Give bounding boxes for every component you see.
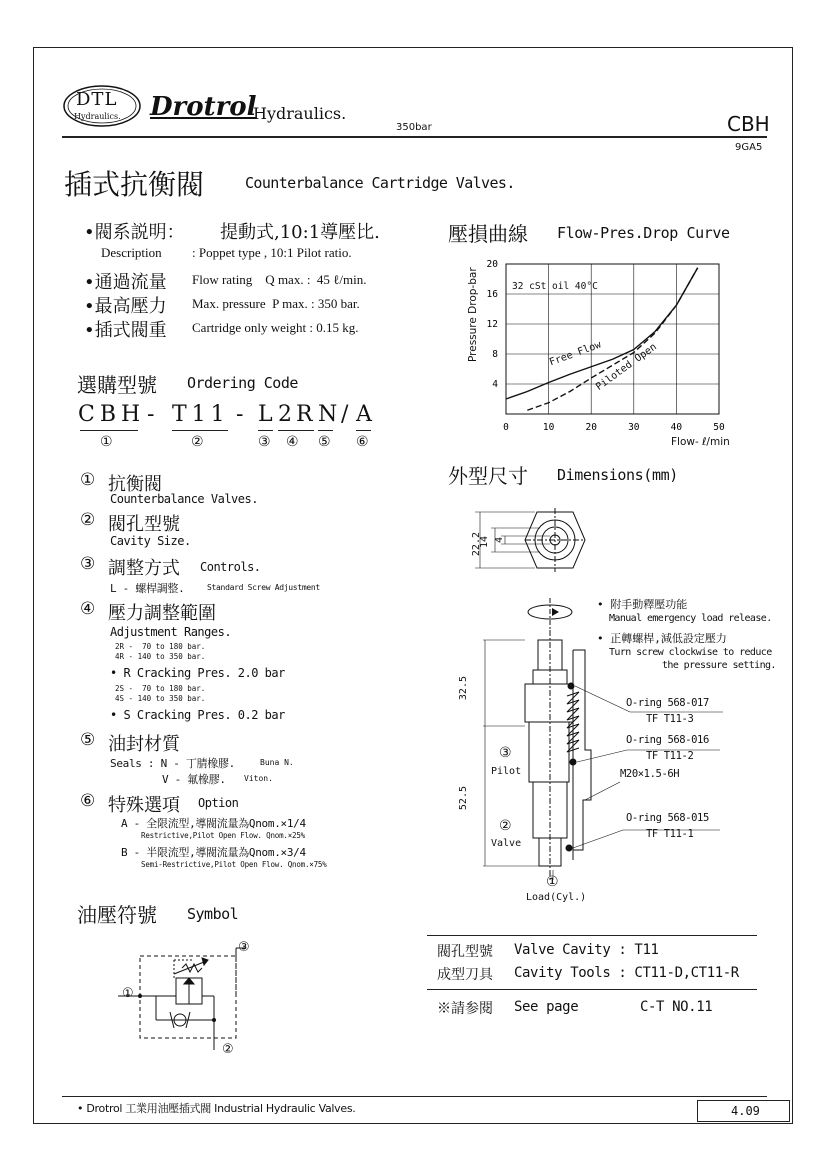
item-3-l-en: Standard Screw Adjustment xyxy=(207,583,320,592)
item-6-a: A - 全限流型,導閥流量為Qnom.×1/4 xyxy=(121,817,306,830)
item-5-v: V - 氟橡膠. xyxy=(162,773,226,786)
code-dash-2: - xyxy=(236,402,244,427)
spec-desc-en-value: : Poppet type , 10:1 Pilot ratio. xyxy=(192,245,352,260)
item-2-index: ② xyxy=(80,510,96,530)
dim-4: 4 xyxy=(494,537,505,544)
symbol-heading-en: Symbol xyxy=(187,905,239,923)
page-number: 4.09 xyxy=(731,1104,760,1118)
item-4-en: Adjustment Ranges. xyxy=(110,625,232,639)
item-4-s-cracking: • S Cracking Pres. 0.2 bar xyxy=(110,708,285,722)
spec-flow-cn: •通過流量 xyxy=(84,272,167,293)
code-dash-1: - xyxy=(147,402,155,427)
item-1-cn: 抗衡閥 xyxy=(108,474,162,495)
thread-m20: M20×1.5-6H xyxy=(620,768,680,780)
hydraulic-symbol xyxy=(118,938,263,1060)
note-clockwise-en-2: the pressure setting. xyxy=(662,660,776,671)
ordering-heading-en: Ordering Code xyxy=(187,374,298,392)
chart-ytick-label: 4 xyxy=(492,379,498,390)
port-valve-index: ② xyxy=(499,818,512,834)
item-3-cn: 調整方式 xyxy=(108,558,180,579)
footer-rule xyxy=(62,1096,767,1097)
revision-code: 9GA5 xyxy=(735,142,763,153)
oring-016: O-ring 568-016 xyxy=(626,734,709,746)
cavity-r1-en: Valve Cavity : T11 xyxy=(514,942,659,958)
logo-text: DTL xyxy=(76,89,118,110)
spec-desc-en: Description xyxy=(101,245,162,260)
code-part-l: L xyxy=(258,402,273,427)
symbol-port-1: ① xyxy=(122,986,134,1001)
chart-xtick-label: 20 xyxy=(585,422,597,433)
title-en: Counterbalance Cartridge Valves. xyxy=(245,174,515,192)
chart-xtick-label: 10 xyxy=(542,422,555,433)
item-6-en: Option xyxy=(198,796,239,810)
item-2-en: Cavity Size. xyxy=(110,534,191,548)
code-index-1: ① xyxy=(100,434,113,450)
code-underline-6 xyxy=(356,430,371,431)
chart-xtick-label: 0 xyxy=(503,422,509,433)
item-2-cn: 閥孔型號 xyxy=(108,514,180,535)
tf-t11-3: TF T11-3 xyxy=(646,713,694,725)
chart-ytick-label: 20 xyxy=(486,259,498,270)
item-3-l: L - 螺桿調整. xyxy=(110,582,185,595)
cavity-rule-mid xyxy=(427,989,757,990)
port-pilot-label: Pilot xyxy=(491,766,522,777)
logo-sub: Hydraulics. xyxy=(74,112,121,121)
chart-ytick-label: 8 xyxy=(492,349,498,360)
chart-ylabel: Pressure Drop-bar xyxy=(467,267,479,362)
cavity-r3-en: See page xyxy=(514,999,579,1015)
item-4-index: ④ xyxy=(80,599,96,619)
chart-ytick-label: 12 xyxy=(486,319,498,330)
pressure-rating: 350bar xyxy=(396,122,432,133)
dim-32-5: 32.5 xyxy=(458,676,469,701)
item-3-en: Controls. xyxy=(200,560,261,574)
item-6-b: B - 半限流型,導閥流量為Qnom.×3/4 xyxy=(121,846,306,859)
code-part-t11: T11 xyxy=(172,402,230,427)
note-manual-release-cn: • 附手動釋壓功能 xyxy=(597,598,688,611)
footer-text: • Drotrol 工業用油壓插式閥 Industrial Hydraulic Valves. xyxy=(77,1102,356,1115)
code-part-a: A xyxy=(356,402,372,427)
code-underline-3 xyxy=(258,430,273,431)
code-index-3: ③ xyxy=(258,434,271,450)
symbol-port-3: ③ xyxy=(238,940,250,955)
port-valve-label: Valve xyxy=(491,838,522,849)
chart-xtick-label: 40 xyxy=(670,422,683,433)
item-4-r1: 2R - 70 to 180 bar. xyxy=(115,642,206,651)
code-index-5: ⑤ xyxy=(318,434,331,450)
brand-name: Drotrol xyxy=(150,92,257,122)
code-slash: / xyxy=(341,402,349,427)
note-clockwise-cn: • 正轉螺桿,減低設定壓力 xyxy=(597,632,727,645)
spec-pressure-cn: •最高壓力 xyxy=(84,296,167,317)
item-6-cn: 特殊選項 xyxy=(108,795,180,816)
code-part-n: N xyxy=(318,402,338,427)
chart-xlabel: Flow- ℓ/min xyxy=(671,436,730,448)
port-load-label: Load(Cyl.) xyxy=(526,892,587,903)
chart-note: 32 cSt oil 40°C xyxy=(512,281,598,292)
dim-52-5: 52.5 xyxy=(458,786,469,811)
chart-xtick-label: 30 xyxy=(628,422,640,433)
cavity-r2-cn: 成型刀具 xyxy=(437,967,493,983)
item-5-n-en: Buna N. xyxy=(260,758,294,767)
item-5-index: ⑤ xyxy=(80,730,96,750)
code-index-4: ④ xyxy=(286,434,299,450)
item-6-b-en: Semi-Restrictive,Pilot Open Flow. Qnom.×75% xyxy=(141,860,327,869)
item-3-index: ③ xyxy=(80,554,96,574)
item-6-index: ⑥ xyxy=(80,791,96,811)
tf-t11-1: TF T11-1 xyxy=(646,828,694,840)
logo xyxy=(62,84,148,128)
tf-t11-2: TF T11-2 xyxy=(646,750,694,762)
symbol-port-2: ② xyxy=(222,1042,234,1057)
note-clockwise-en-1: Turn screw clockwise to reduce xyxy=(609,647,772,658)
spec-pressure-value: Max. pressure P max. : 350 bar. xyxy=(192,296,360,311)
cavity-r2-en: Cavity Tools : CT11-D,CT11-R xyxy=(514,965,739,981)
item-5-v-en: Viton. xyxy=(244,774,273,783)
chart-xtick-label: 50 xyxy=(713,422,725,433)
item-6-a-en: Restrictive,Pilot Open Flow. Qnom.×25% xyxy=(141,831,305,840)
item-4-r2: 4R - 140 to 350 bar. xyxy=(115,652,206,661)
flow-pressure-chart xyxy=(462,252,762,452)
code-index-6: ⑥ xyxy=(356,434,369,450)
header-rule xyxy=(62,136,767,138)
code-underline-1 xyxy=(80,430,138,431)
spec-flow-value: Flow rating Q max. : 45 ℓ/min. xyxy=(192,272,367,287)
cavity-r3-cn: ※請参閱 xyxy=(437,1001,493,1017)
item-4-cn: 壓力調整範圍 xyxy=(108,603,216,624)
note-manual-release-en: Manual emergency load release. xyxy=(609,613,772,624)
item-1-index: ① xyxy=(80,470,96,490)
cavity-rule-top xyxy=(427,935,757,936)
spec-weight-cn: •插式閥重 xyxy=(84,320,167,341)
model-code: CBH xyxy=(727,112,770,136)
chart-label-piloted: Piloted Open xyxy=(594,341,659,393)
dim-14: 14 xyxy=(479,536,490,549)
code-part-cbh: CBH xyxy=(78,402,146,427)
brand-suffix: Hydraulics. xyxy=(253,104,347,123)
item-5-cn: 油封材質 xyxy=(108,734,180,755)
ordering-heading-cn: 選購型號 xyxy=(77,373,157,397)
oring-015: O-ring 568-015 xyxy=(626,812,709,824)
chart-label-free-flow: Free Flow xyxy=(548,339,603,369)
item-4-s1: 2S - 70 to 180 bar. xyxy=(115,684,206,693)
code-underline-4 xyxy=(278,430,314,431)
code-underline-2 xyxy=(172,430,228,431)
dim-22-2: 22.2 xyxy=(471,532,482,557)
spec-desc-cn: •閥系説明： xyxy=(84,222,185,243)
item-5-n: Seals : N - 丁腈橡膠. xyxy=(110,757,235,770)
port-pilot-index: ③ xyxy=(499,745,512,761)
item-4-r-cracking: • R Cracking Pres. 2.0 bar xyxy=(110,666,285,680)
symbol-heading-cn: 油壓符號 xyxy=(77,903,157,927)
code-index-2: ② xyxy=(191,434,204,450)
oring-017: O-ring 568-017 xyxy=(626,697,709,709)
item-1-en: Counterbalance Valves. xyxy=(110,492,258,506)
code-part-2r: 2R xyxy=(278,402,317,427)
item-4-s2: 4S - 140 to 350 bar. xyxy=(115,694,206,703)
title-cn: 插式抗衡閥 xyxy=(64,168,205,201)
curve-heading-cn: 壓損曲線 xyxy=(448,222,528,246)
code-underline-5 xyxy=(318,430,333,431)
dimensions-heading-cn: 外型尺寸 xyxy=(448,464,528,488)
port-load-index: ① xyxy=(546,874,559,890)
dimensions-heading-en: Dimensions(mm) xyxy=(557,466,678,484)
cavity-r3-ref: C-T NO.11 xyxy=(640,999,713,1015)
chart-ytick-label: 16 xyxy=(486,289,498,300)
cavity-r1-cn: 閥孔型號 xyxy=(437,944,493,960)
curve-heading-en: Flow-Pres.Drop Curve xyxy=(557,224,730,242)
spec-desc-value: 提動式,10:1導壓比. xyxy=(220,222,380,243)
spec-weight-value: Cartridge only weight : 0.15 kg. xyxy=(192,320,359,335)
